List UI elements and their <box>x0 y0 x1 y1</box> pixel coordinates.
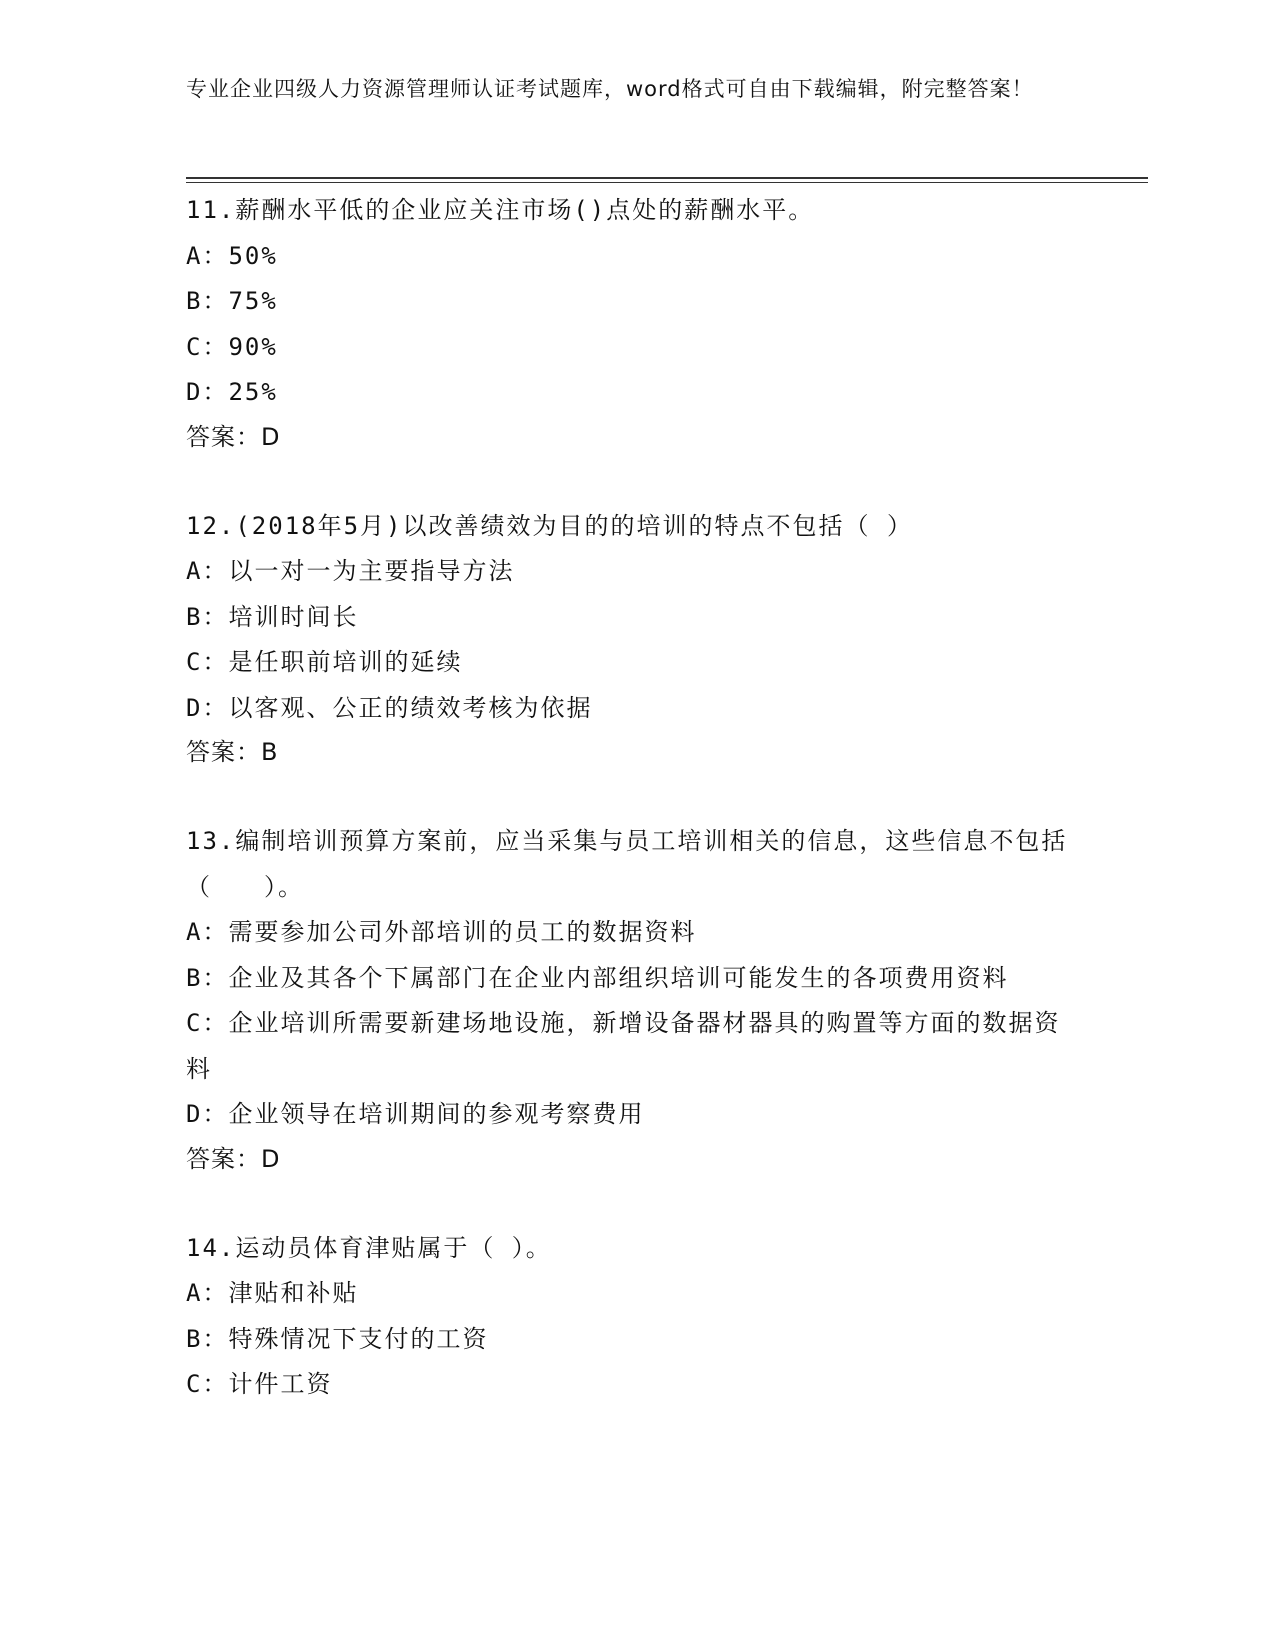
question-stem: 14.运动员体育津贴属于（ ）。 <box>186 1233 552 1262</box>
option-b: B：75% <box>186 287 278 315</box>
header-rule-thin <box>186 182 1148 183</box>
question-11 <box>186 188 1076 458</box>
answer: 答案：B <box>186 738 279 766</box>
option-d: D：25% <box>186 378 278 406</box>
question-stem: 13.编制培训预算方案前，应当采集与员工培训相关的信息，这些信息不包括（ ）。 <box>186 827 1068 901</box>
option-a: A：50% <box>186 241 278 270</box>
question-stem: 11.薪酬水平低的企业应关注市场()点处的薪酬水平。 <box>186 196 815 224</box>
option-b: B：企业及其各个下属部门在企业内部组织培训可能发生的各项费用资料 <box>186 963 1009 992</box>
question-list <box>186 188 1076 1454</box>
option-c: C：90% <box>186 332 278 361</box>
option-a: A：需要参加公司外部培训的员工的数据资料 <box>186 918 697 946</box>
option-d: D：企业领导在培训期间的参观考察费用 <box>186 1100 645 1128</box>
question-12 <box>186 504 1076 774</box>
option-c: C：是任职前培训的延续 <box>186 648 463 676</box>
option-c: C：计件工资 <box>186 1370 333 1398</box>
question-13 <box>186 819 1076 1180</box>
option-a: A：津贴和补贴 <box>186 1279 359 1307</box>
answer: 答案：D <box>186 1144 281 1173</box>
question-14 <box>186 1226 1076 1408</box>
option-c: C：企业培训所需要新建场地设施，新增设备器材器具的购置等方面的数据资料 <box>186 1009 1061 1083</box>
document-header: 专业企业四级人力资源管理师认证考试题库，word格式可自由下载编辑，附完整答案！ <box>186 77 1034 101</box>
option-a: A：以一对一为主要指导方法 <box>186 557 515 585</box>
option-d: D：以客观、公正的绩效考核为依据 <box>186 693 593 722</box>
option-b: B：特殊情况下支付的工资 <box>186 1324 489 1353</box>
option-b: B：培训时间长 <box>186 602 359 631</box>
question-stem: 12.(2018年5月)以改善绩效为目的的培训的特点不包括（ ） <box>186 511 913 540</box>
answer: 答案：D <box>186 422 281 451</box>
header-rule <box>186 177 1148 179</box>
